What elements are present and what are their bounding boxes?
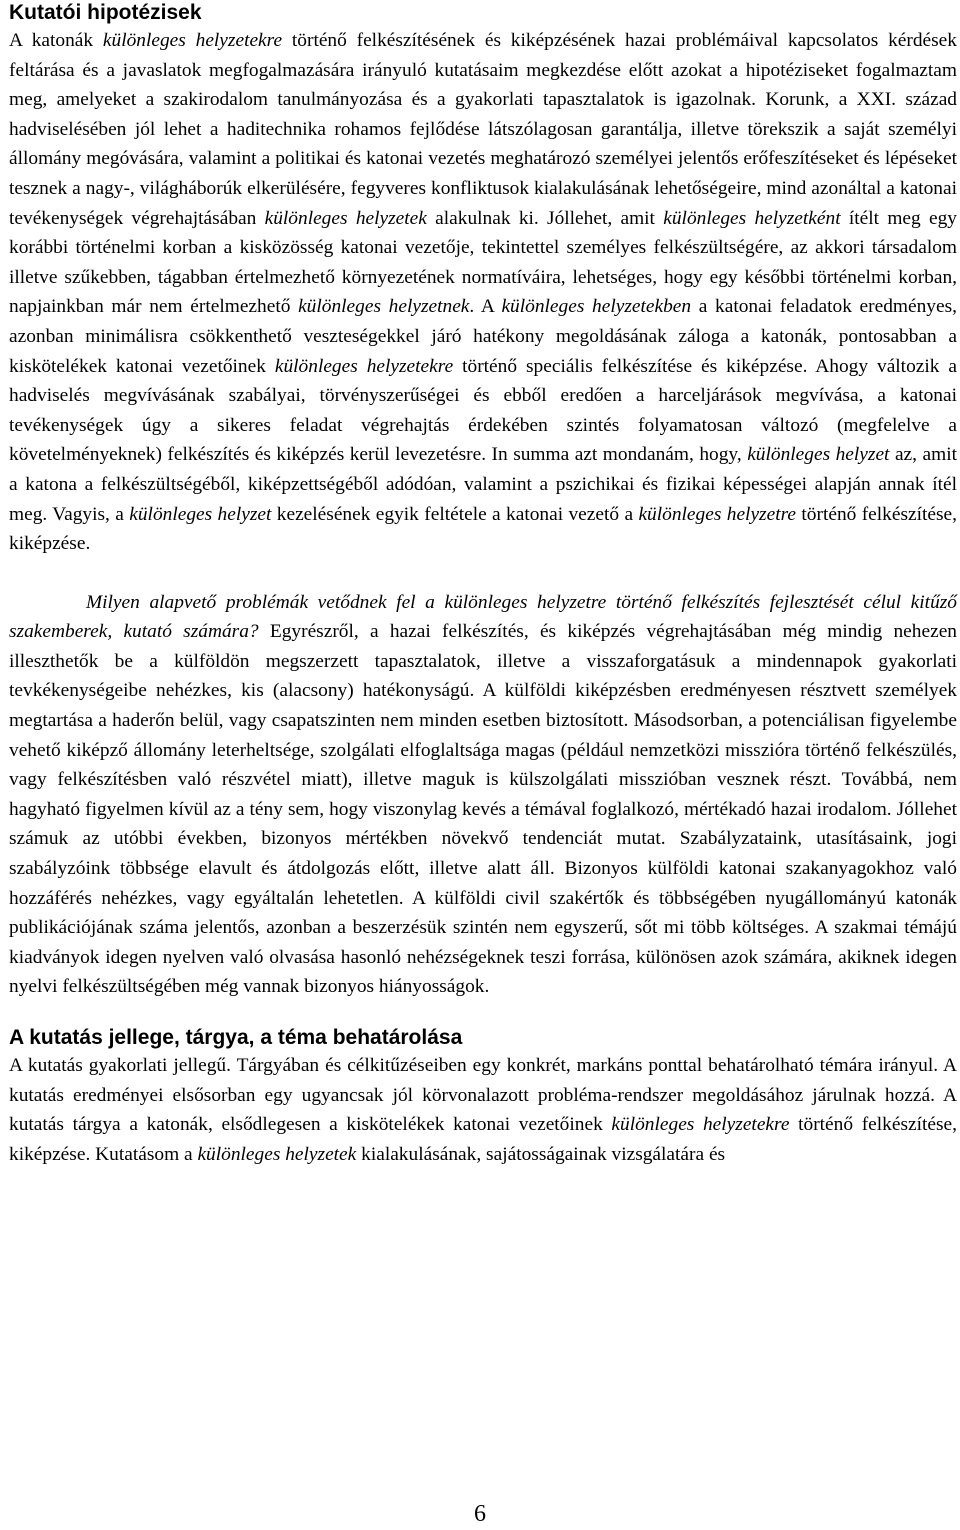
text-run: történő speciális felkészítése és kiképzése. Ahogy változik a hadviselés megvívásának szabályai, törvényszerűségei és ebből eredően a harceljárások megvívása, a katonai tevékenységek úgy a sikeres feladat végrehajtás érdekében szintés folyamatosan változó (megfelelve a követelményeknek) felkészítés és kiképzés kerül levezetésre. In summa azt mondanám, hogy, bbox=[9, 355, 957, 466]
paragraph-research-scope bbox=[9, 1051, 957, 1169]
text-run: Egyrészről, a hazai felkészítés, és kiképzés végrehajtásában még mindig nehezen illeszthetők be a külföldön megszerzett tapasztalatok, illetve a visszaforgatásuk a mindennapok gyakorlati tevkékenységeibe nehézkes, kis (alacsony) hatékonyságú. A külföldi kiképzésben eredményesen résztvett személyek megtartása a haderőn belül, vagy csapatszinten nem minden esetben biztosított. Másodsorban, a potenciálisan figyelembe vehető kiképző állomány leterheltsége, szolgálati elfoglaltsága magas (például nemzetközi misszióra történő felkészülés, vagy felkészítésben való részvétel miatt), illetve maguk is külszolgálati misszióban vesznek részt. Továbbá, nem hagyható figyelmen kívül az a tény sem, hogy viszonylag kevés a témával foglalkozó, mértékadó hazai irodalom. Jóllehet számuk az utóbbi években, bizonyos mértékben növekvő tendenciát mutat. Szabályzataink, utasításaink, jogi szabályzóink többsége elavult és átdolgozás előtt, illetve alatt áll. Bizonyos külföldi katonai szakanyagokhoz való hozzáférés nehézkes, vagy egyáltalán lehetetlen. A külföldi civil szakértők és többségében nyugállományú katonák publikációjának száma jelentős, azonban a beszerzésük szintén nem egyszerű, sőt mi több költséges. A szakmai témájú kiadványok idegen nyelven való olvasása hasonló nehézségeknek teszi forrása, különösen azok számára, akiknek idegen nyelvi felkészültségében még vannak bizonyos hiányosságok. bbox=[9, 621, 957, 998]
section-heading-hypotheses: Kutatói hipotézisek bbox=[9, 1, 202, 24]
text-run: ítélt meg egy korábbi történelmi korban a kisközösség katonai vezetője, tekintettel személyes felkészültségére, az akkori társadalom illetve szűkebben, tágabban értelmezhető környezetének normatíváira, lehetséges, hogy egy későbbi történelmi korban, napjainkban már nem értelmezhető bbox=[9, 207, 957, 318]
italic-text-run: különleges helyzetekre bbox=[102, 30, 283, 51]
text-run: alakulnak ki. Jóllehet, amit bbox=[426, 207, 664, 229]
italic-text-run: különleges helyzetre bbox=[638, 503, 797, 525]
text-run: a katonai feladatok eredményes, azonban minimálisra csökkenthető veszteségekkel járó hatékony megoldásának záloga a katonák, pontosabban a kiskötelékek katonai vezetőinek bbox=[9, 296, 958, 377]
italic-text-run: különleges helyzetekre bbox=[274, 355, 454, 377]
italic-text-run: különleges helyzet bbox=[747, 444, 890, 466]
italic-text-run: különleges helyzetek bbox=[197, 1143, 357, 1165]
italic-text-run: különleges helyzetekben bbox=[501, 296, 692, 318]
paragraph-hypotheses bbox=[9, 26, 957, 559]
italic-text-run: különleges helyzetként bbox=[663, 207, 841, 229]
page-number: 6 bbox=[474, 1501, 486, 1527]
text-run: A katonák bbox=[9, 30, 103, 51]
italic-text-run: különleges helyzetekre bbox=[611, 1114, 790, 1136]
paragraph-problems bbox=[9, 588, 957, 1002]
italic-text-run: különleges helyzet bbox=[129, 503, 272, 525]
text-run: kezelésének egyik feltétele a katonai vezető a bbox=[271, 503, 639, 525]
text-run: . A bbox=[469, 296, 502, 318]
text-run: A kutatás gyakorlati jellegű. Tárgyában és célkitűzéseiben egy konkrét, markáns ponttal behatárolható témára irányul. A kutatás eredményei elsősorban egy ugyancsak jól körvonalazott probléma-rendszer megoldásához járulnak hozzá. A kutatás tárgya a katonák, elsődlegesen a kiskötelékek katonai vezetőinek bbox=[9, 1055, 957, 1136]
text-run: az, amit a katona a felkészültségéből, kiképzettségéből adódóan, valamint a pszichikai és fizikai képességei alapján annak ítél meg. Vagyis, a bbox=[9, 444, 957, 525]
document-page bbox=[9, 0, 957, 1169]
section-heading-research-scope: A kutatás jellege, tárgya, a téma behatárolása bbox=[9, 1026, 463, 1049]
italic-text-run: különleges helyzetek bbox=[264, 207, 427, 229]
italic-text-run: különleges helyzetnek bbox=[298, 296, 470, 318]
text-run: történő felkészítése, kiképzése. bbox=[9, 503, 957, 555]
text-run: történő felkészítése, kiképzése. Kutatásom a bbox=[9, 1114, 957, 1165]
text-run: kialakulásának, sajátosságainak vizsgálatára és bbox=[356, 1143, 726, 1165]
italic-text-run: Milyen alapvető problémák vetődnek fel a különleges helyzetre történő felkészítés fejlesztését célul kitűző szakemberek, kutató számára? bbox=[9, 591, 957, 643]
text-run: történő felkészítésének és kiképzésének hazai problémáival kapcsolatos kérdések feltárása és a javaslatok megfogalmazására irányuló kutatásaim megkezdése előtt azokat a hipotéziseket fogalmaztam meg, amelyeket a szakirodalom tanulmányozása és a gyakorlati tapasztalatok is igazolnak. Korunk, a XXI. század hadviselésében jól lehet a haditechnika rohamos fejlődése látszólagosan garantálja, illetve törekszik a saját személyi állomány megóvására, valamint a politikai és katonai vezetés meghatározó személyei jelentős erőfeszítéseket és lépéseket tesznek a nagy-, világháborúk elkerülésére, fegyveres konfliktusok kialakulásának lehetőségeire, mind azonáltal a katonai tevékenységek végrehajtásában bbox=[9, 30, 957, 229]
